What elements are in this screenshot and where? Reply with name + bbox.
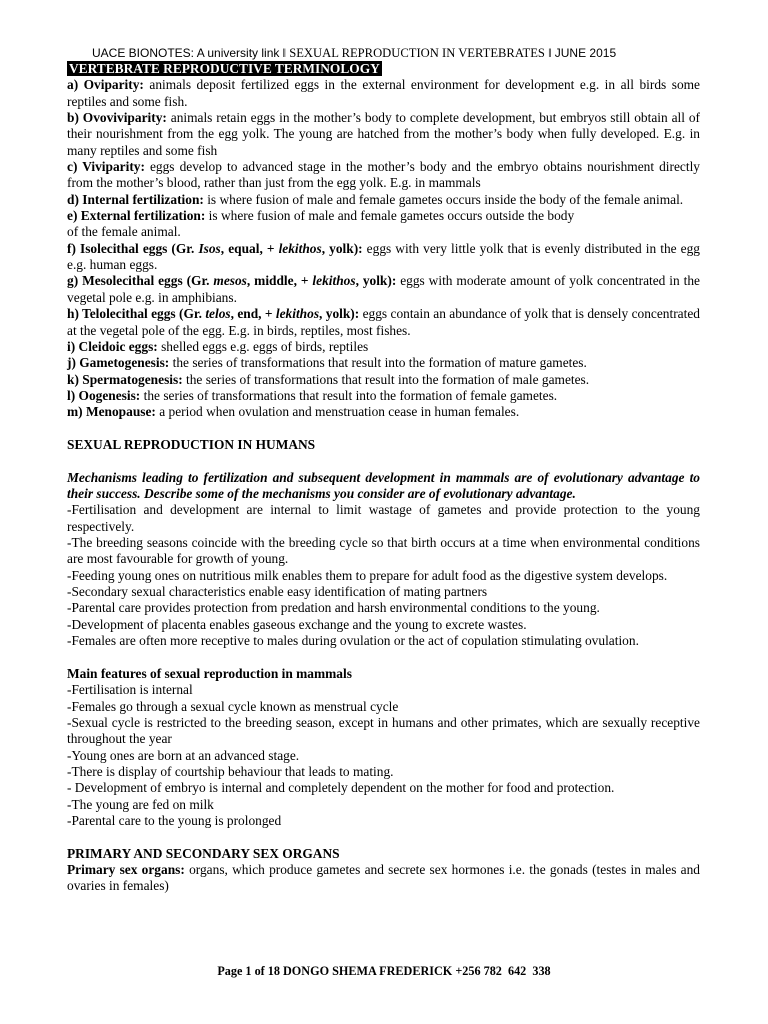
term-definition: eggs with moderate amount of yolk concentrated in the vegetal pole e.g. in amphibians. — [67, 273, 700, 305]
term-label: g) Mesolecithal eggs (Gr. mesos, middle, + lekithos, yolk): — [67, 273, 397, 289]
list-item: -Females go through a sexual cycle known as menstrual cycle — [67, 698, 399, 714]
section-heading-features: Main features of sexual reproduction in mammals — [67, 665, 352, 681]
header-date: JUNE 2015 — [554, 46, 617, 60]
header-separator: ‖ — [544, 46, 555, 60]
list-item: - Development of embryo is internal and completely dependent on the mother for food and protection. — [67, 780, 615, 796]
term-label: a) Oviparity: — [67, 77, 144, 93]
term-entry — [67, 159, 700, 192]
term-definition: shelled eggs e.g. eggs of birds, reptiles — [157, 338, 369, 354]
term-entry — [67, 862, 700, 895]
list-item: -Sexual cycle is restricted to the breeding season, except in humans and other primates, which are sexually receptive throughout the year — [67, 714, 700, 747]
term-definition-continued: of the female animal. — [67, 224, 181, 240]
list-item: -Young ones are born at an advanced stage. — [67, 747, 300, 763]
list-item: -There is display of courtship behaviour that leads to mating. — [67, 763, 394, 779]
section-heading-terminology: VERTEBRATE REPRODUCTIVE TERMINOLOGY — [69, 61, 380, 76]
term-label: l) Oogenesis: — [67, 387, 141, 403]
term-entry — [67, 192, 700, 208]
term-label: h) Telolecithal eggs (Gr. telos, end, + lekithos, yolk): — [67, 306, 360, 322]
term-definition: a period when ovulation and menstruation cease in human females. — [155, 404, 520, 420]
term-entry — [67, 273, 700, 306]
term-entry — [67, 306, 700, 339]
term-definition: the series of transformations that result into the formation of female gametes. — [140, 387, 558, 403]
list-item: -Development of placenta enables gaseous exchange and the young to excrete wastes. — [67, 616, 527, 632]
term-entry — [67, 339, 700, 355]
term-label: i) Cleidoic eggs: — [67, 338, 158, 354]
term-label: f) Isolecithal eggs (Gr. Isos, equal, + lekithos, yolk): — [67, 240, 363, 256]
term-entry — [67, 77, 700, 110]
question-text: Mechanisms leading to fertilization and subsequent development in mammals are of evolutionary advantage to their success. Describe some of the mechanisms you consider are of evolutionary advantage. — [67, 469, 700, 502]
term-definition: is where fusion of male and female gametes occurs outside the body — [205, 208, 575, 224]
list-item: -Fertilisation is internal — [67, 682, 193, 698]
term-definition: eggs contain an abundance of yolk that is densely concentrated at the vegetal pole of the egg. E.g. in birds, reptiles, most fishes. — [67, 306, 700, 338]
term-label: b) Ovoviviparity: — [67, 110, 167, 126]
section-heading-sex-organs: PRIMARY AND SECONDARY SEX ORGANS — [67, 845, 340, 861]
list-item: -Parental care provides protection from predation and harsh environmental conditions to the young. — [67, 600, 600, 616]
term-definition: eggs with very little yolk that is evenly distributed in the egg e.g. human eggs. — [67, 240, 700, 273]
term-entry — [67, 241, 700, 274]
term-label: d) Internal fertilization: — [67, 191, 204, 207]
page-footer: Page 1 of 18 DONGO SHEMA FREDERICK +256 782 642 338 — [217, 964, 551, 978]
term-definition: animals deposit fertilized eggs in the external environment for development e.g. in all birds some reptiles and some fish. — [67, 77, 700, 109]
term-entry — [67, 355, 700, 371]
term-label: e) External fertilization: — [67, 208, 206, 224]
list-item: -Females are often more receptive to males during ovulation or the act of copulation stimulating ovulation. — [67, 633, 639, 649]
section-heading-humans: SEXUAL REPRODUCTION IN HUMANS — [67, 436, 316, 452]
list-item: -The young are fed on milk — [67, 796, 214, 812]
term-label: j) Gametogenesis: — [67, 355, 170, 371]
term-label: Primary sex organs: — [67, 862, 185, 878]
term-label: m) Menopause: — [67, 404, 156, 420]
list-item: -Feeding young ones on nutritious milk enables them to prepare for adult food as the digestive system develops. — [67, 567, 668, 583]
term-definition: the series of transformations that result into the formation of mature gametes. — [169, 355, 587, 371]
running-header — [92, 46, 692, 61]
term-entry — [67, 208, 700, 241]
term-entry — [67, 404, 700, 420]
term-label: k) Spermatogenesis: — [67, 371, 183, 387]
term-entry — [67, 110, 700, 159]
term-definition: the series of transformations that result into the formation of male gametes. — [182, 371, 590, 387]
term-definition: eggs develop to advanced stage in the mother’s body and the embryo obtains nourishment directly from the mother’s blood, rather than just from the egg yolk. E.g. in mammals — [67, 159, 700, 191]
document-body — [67, 61, 700, 895]
list-item: -Fertilisation and development are internal to limit wastage of gametes and provide protection to the young respectively. — [67, 502, 700, 534]
term-definition: animals retain eggs in the mother’s body to complete development, but embryos still obtain all of their nourishment from the egg yolk. The young are hatched from the mother’s body when fully developed. E.g. in many reptiles and some fish — [67, 110, 701, 158]
term-entry — [67, 388, 700, 404]
list-item: -Parental care to the young is prolonged — [67, 812, 282, 828]
list-item: -The breeding seasons coincide with the breeding cycle so that birth occurs at a time when environmental conditions are most favourable for growth of young. — [67, 535, 700, 567]
term-entry — [67, 372, 700, 388]
list-item: -Secondary sexual characteristics enable easy identification of mating partners — [67, 584, 488, 600]
header-topic: SEXUAL REPRODUCTION IN VERTEBRATES — [289, 46, 545, 60]
term-label: c) Viviparity: — [67, 159, 145, 175]
header-separator: ‖ — [279, 46, 290, 60]
header-series: UACE BIONOTES: A university link — [92, 46, 280, 60]
term-definition: is where fusion of male and female gametes occurs inside the body of the female animal. — [203, 191, 684, 207]
term-definition: organs, which produce gametes and secrete sex hormones i.e. the gonads (testes in males and ovaries in females) — [67, 862, 701, 894]
